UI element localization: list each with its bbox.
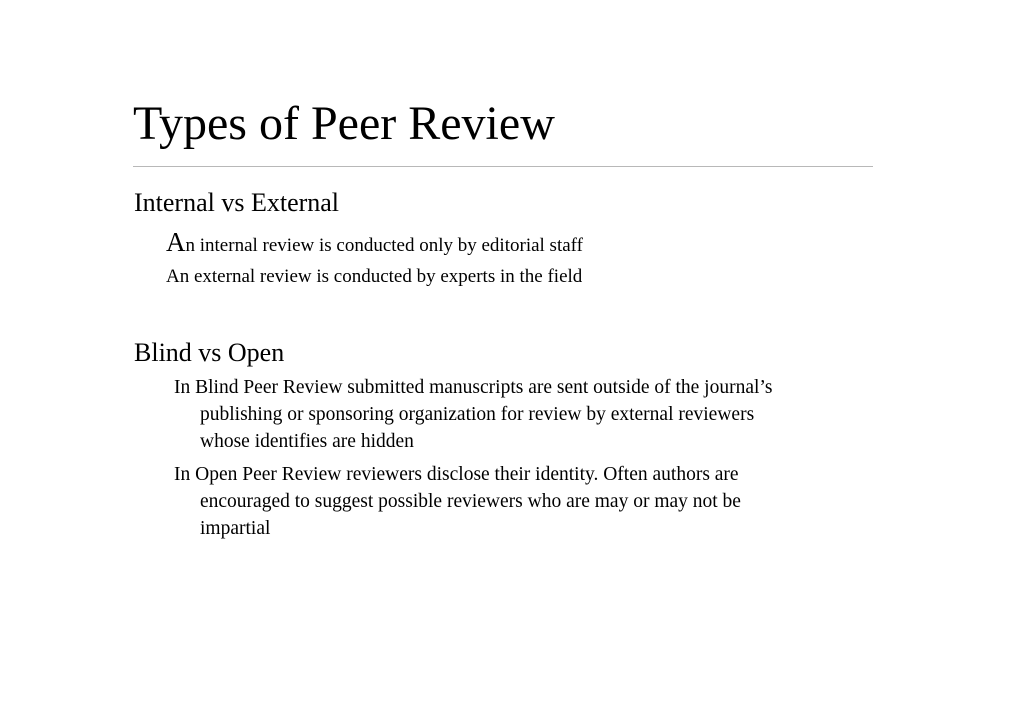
bullet-open-line-2: encouraged to suggest possible reviewers who are may or may not be xyxy=(200,491,741,512)
bullet-external-review: An external review is conducted by experts in the field xyxy=(166,266,583,287)
bullet-blind-peer-review xyxy=(174,374,894,455)
slide-title: Types of Peer Review xyxy=(133,97,555,150)
title-divider xyxy=(133,166,873,167)
bullet-open-peer-review xyxy=(174,461,894,542)
bullet-internal-review xyxy=(166,227,583,258)
section-heading-internal-vs-external: Internal vs External xyxy=(134,188,340,217)
bullet-internal-review-initial: A xyxy=(166,227,186,257)
bullet-open-line-1: In Open Peer Review reviewers disclose their identity. Often authors are xyxy=(174,464,739,485)
bullet-blind-line-1: In Blind Peer Review submitted manuscripts are sent outside of the journal’s xyxy=(174,377,773,398)
bullet-internal-review-text: n internal review is conducted only by editorial staff xyxy=(185,235,583,256)
bullet-open-line-3: impartial xyxy=(200,518,271,539)
bullet-blind-line-3: whose identifies are hidden xyxy=(200,431,414,452)
bullet-blind-line-2: publishing or sponsoring organization for review by external reviewers xyxy=(200,404,755,425)
section-heading-blind-vs-open: Blind vs Open xyxy=(134,338,285,367)
